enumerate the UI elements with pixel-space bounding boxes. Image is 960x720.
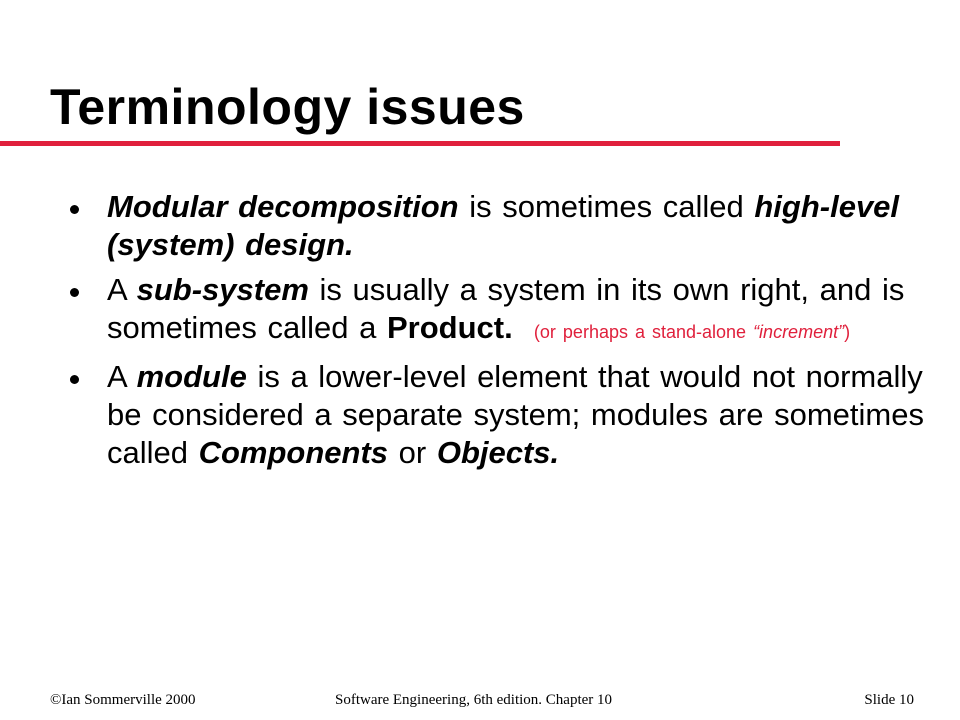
aside-note: (or perhaps a stand-alone <box>533 322 754 342</box>
term-components: Components <box>198 435 389 470</box>
bullet-text: is a lower-level element that would not normally be considered a separate system; modules are sometimes called <box>107 359 924 470</box>
bullet-list <box>70 188 930 479</box>
bullet-item-module <box>70 358 930 472</box>
bullet-text: is usually a system in its own right, and is sometimes called a <box>107 272 905 345</box>
bullet-text: is sometimes called <box>458 189 755 224</box>
footer-slide-number: Slide 10 <box>864 692 914 708</box>
slide-title: Terminology issues <box>50 79 525 135</box>
bullet-text: A <box>107 272 137 307</box>
title-underline <box>0 141 840 146</box>
bullet-marker <box>70 375 79 384</box>
term-modular-decomposition: Modular decomposition <box>107 189 459 224</box>
bullet-spacer <box>513 310 534 345</box>
term-high-level-design: high-level (system) design. <box>107 189 900 262</box>
term-objects: Objects. <box>436 435 560 470</box>
footer-book-title: Software Engineering, 6th edition. Chapter 10 <box>335 692 613 708</box>
bullet-marker <box>70 205 79 214</box>
bullet-text: or <box>388 435 437 470</box>
term-sub-system: sub-system <box>136 272 309 307</box>
aside-note-close: ) <box>844 322 851 342</box>
bullet-item-sub-system <box>70 271 930 351</box>
bullet-text: A <box>107 359 137 394</box>
bullet-marker <box>70 288 79 297</box>
aside-note-increment: “increment” <box>753 322 845 342</box>
term-module: module <box>136 359 247 394</box>
bullet-item-modular-decomposition <box>70 188 930 264</box>
footer-copyright: ©Ian Sommerville 2000 <box>50 692 196 708</box>
term-product: Product. <box>386 310 513 345</box>
